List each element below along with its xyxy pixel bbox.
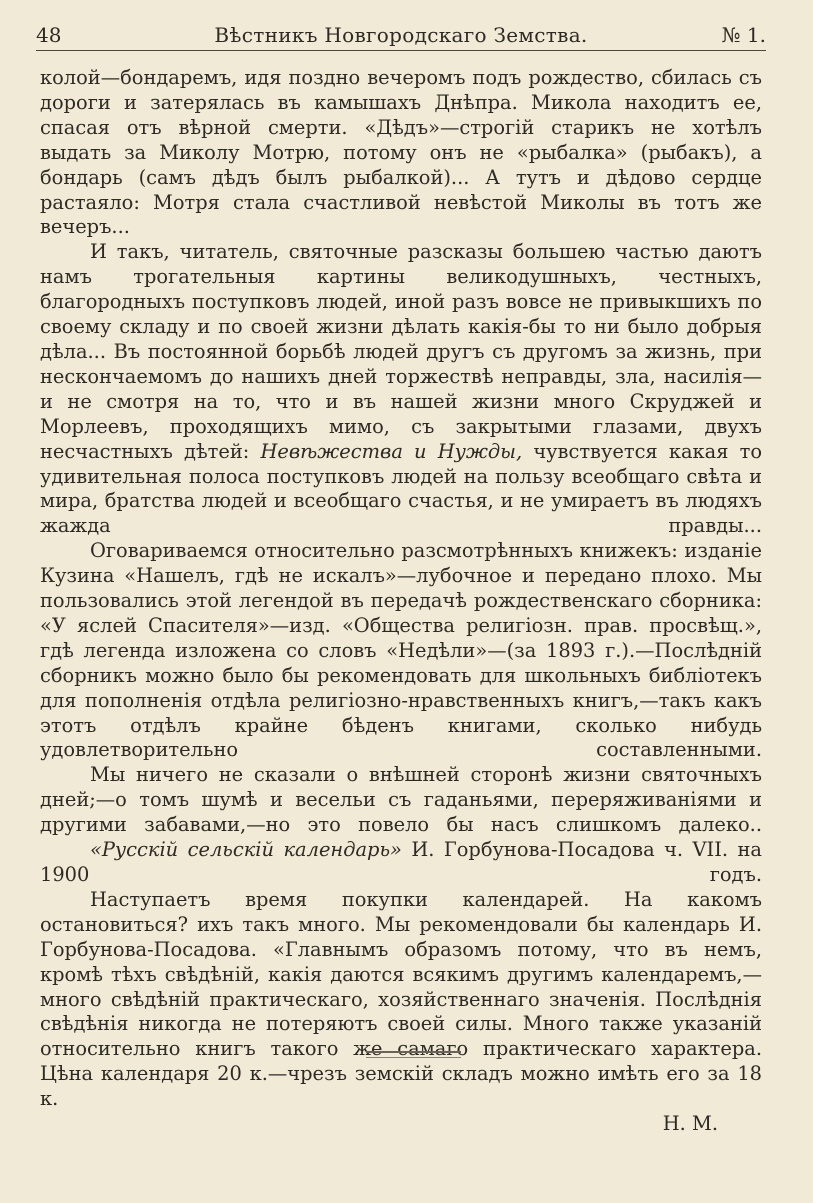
page-number: 48 (36, 23, 62, 47)
running-header (36, 20, 766, 51)
paragraph: Мы ничего не сказали о внѣшней сторонѣ жизни святочныхъ дней;—о томъ шумѣ и весельи съ гаданьями, переряживаніями и другими забавами,—но это повело бы насъ слишкомъ далеко.. (40, 763, 762, 837)
issue-number: № 1. (721, 23, 766, 47)
italic-phrase: Невѣжества и Нужды, (260, 439, 523, 463)
paragraph: Оговариваемся относительно разсмотрѣнныхъ книжекъ: изданіе Кузина «Нашелъ, гдѣ не искалъ»—лубочное и передано плохо. Мы пользовались этой легендой въ передачѣ рождественскаго сборника: «У яслей Спасителя»—изд. «Общества религіозн. прав. просвѣщ.», гдѣ легенда изложена со словъ «Недѣли»—(за 1893 г.).—Послѣдній сборникъ можно было бы рекомендовать для школьныхъ библіотекъ для пополненія отдѣла религіозно-нравственныхъ книгъ,—такъ какъ этотъ отдѣлъ крайне бѣденъ книгами, сколько нибудь удовлетворительно составленными. (40, 539, 762, 762)
paragraph (40, 838, 762, 888)
paragraph: Наступаетъ время покупки календарей. На какомъ остановиться? ихъ такъ много. Мы рекомендовали бы календарь И. Горбунова-Посадова. «Главнымъ образомъ потому, что въ немъ, кромѣ тѣхъ свѣдѣній, какія даются всякимъ другимъ календаремъ,—много свѣдѣній практическаго, хозяйственнаго значенія. Послѣднія свѣдѣнія никогда не потеряютъ своей силы. Много также указаній относительно книгъ такого же самаго практическаго характера. Цѣна календаря 20 к.—чрезъ земскій складъ можно имѣть его за 18 к. (40, 887, 762, 1111)
signature: Н. М. (662, 1112, 718, 1136)
paragraph-text: И. Горбунова-Посадова ч. VII. на 1900 годъ. (40, 838, 762, 886)
journal-title: Вѣстникъ Новгородскаго Земства. (214, 23, 588, 47)
calendar-title: «Русскій сельскій календарь» (90, 838, 402, 862)
paragraph-text: чувствуется какая то удивительная полоса поступковъ людей на пользу всеобщаго свѣта и мира, братства людей и всеобщаго счастья, и не умираетъ въ людяхъ жажда правды... (40, 439, 762, 538)
article-body (40, 66, 762, 1137)
paragraph: колой—бондаремъ, идя поздно вечеромъ подъ рождество, сбилась съ дороги и затерялась въ камышахъ Днѣпра. Микола находитъ ее, спасая отъ вѣрной смерти. «Дѣдъ»—строгій старикъ не хотѣлъ выдать за Миколу Мотрю, потому онъ не «рыбалка» (рыбакъ), а бондарь (самъ дѣдъ былъ рыбалкой)... А тутъ и дѣдово сердце растаяло: Мотря стала счастливой невѣстой Миколы въ тотъ же вечеръ... (40, 66, 762, 239)
paragraph-text: И такъ, читатель, святочные разсказы большею частью даютъ намъ трогательныя картины великодушныхъ, честныхъ, благородныхъ поступковъ людей, иной разъ вовсе не привыкшихъ по своему складу и по своей жизни дѣлать какія-бы то ни было добрыя дѣла... Въ постоянной борьбѣ людей другъ съ другомъ за жизнь, при нескончаемомъ до нашихъ дней торжествѣ неправды, зла, насилія—и не смотря на то, что и въ нашей жизни много Скруджей и Морлеевъ, проходящихъ мимо, съ закрытыми глазами, двухъ несчастныхъ дѣтей: (40, 240, 762, 463)
paragraph (40, 240, 762, 539)
closing-rule (366, 1051, 461, 1058)
